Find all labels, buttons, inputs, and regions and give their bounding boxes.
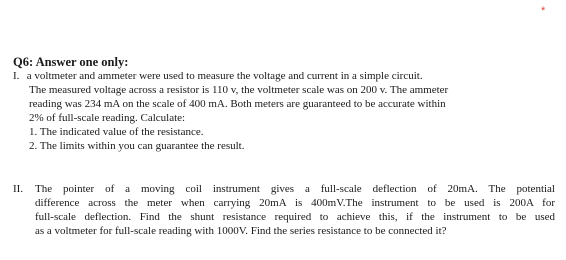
part1-marker: I. [13, 70, 20, 82]
part2-marker: II. [13, 183, 24, 195]
part1-line-1: The measured voltage across a resistor is 110 v, the voltmeter scale was on 200 v. The ammeter [29, 84, 449, 96]
part1-task-1: 1. The indicated value of the resistance. [29, 126, 204, 138]
part2-line-4: as a voltmeter for full-scale reading with 1000V. Find the series resistance to be connected it? [35, 225, 447, 237]
part2-line-2: difference across the meter when carrying 20mA is 400mV.The instrument to be used is 200A for [35, 197, 555, 209]
part2-line-3: full-scale deflection. Find the shunt resistance required to achieve this, if the instrument to be used [35, 211, 555, 223]
part1-line-3: 2% of full-scale reading. Calculate: [29, 112, 186, 124]
part1-intro: a voltmeter and ammeter were used to measure the voltage and current in a simple circuit. [26, 70, 423, 82]
asterisk-mark: * [541, 5, 546, 17]
part1-task-2: 2. The limits within you can guarantee the result. [29, 140, 245, 152]
part1-line-2: reading was 234 mA on the scale of 400 mA. Both meters are guaranteed to be accurate within [29, 98, 446, 110]
part1-intro-line [13, 70, 423, 83]
question-title: Q6: Answer one only: [13, 55, 129, 69]
part2-line-1: The pointer of a moving coil instrument gives a full-scale deflection of 20mA. The potential [35, 183, 555, 195]
